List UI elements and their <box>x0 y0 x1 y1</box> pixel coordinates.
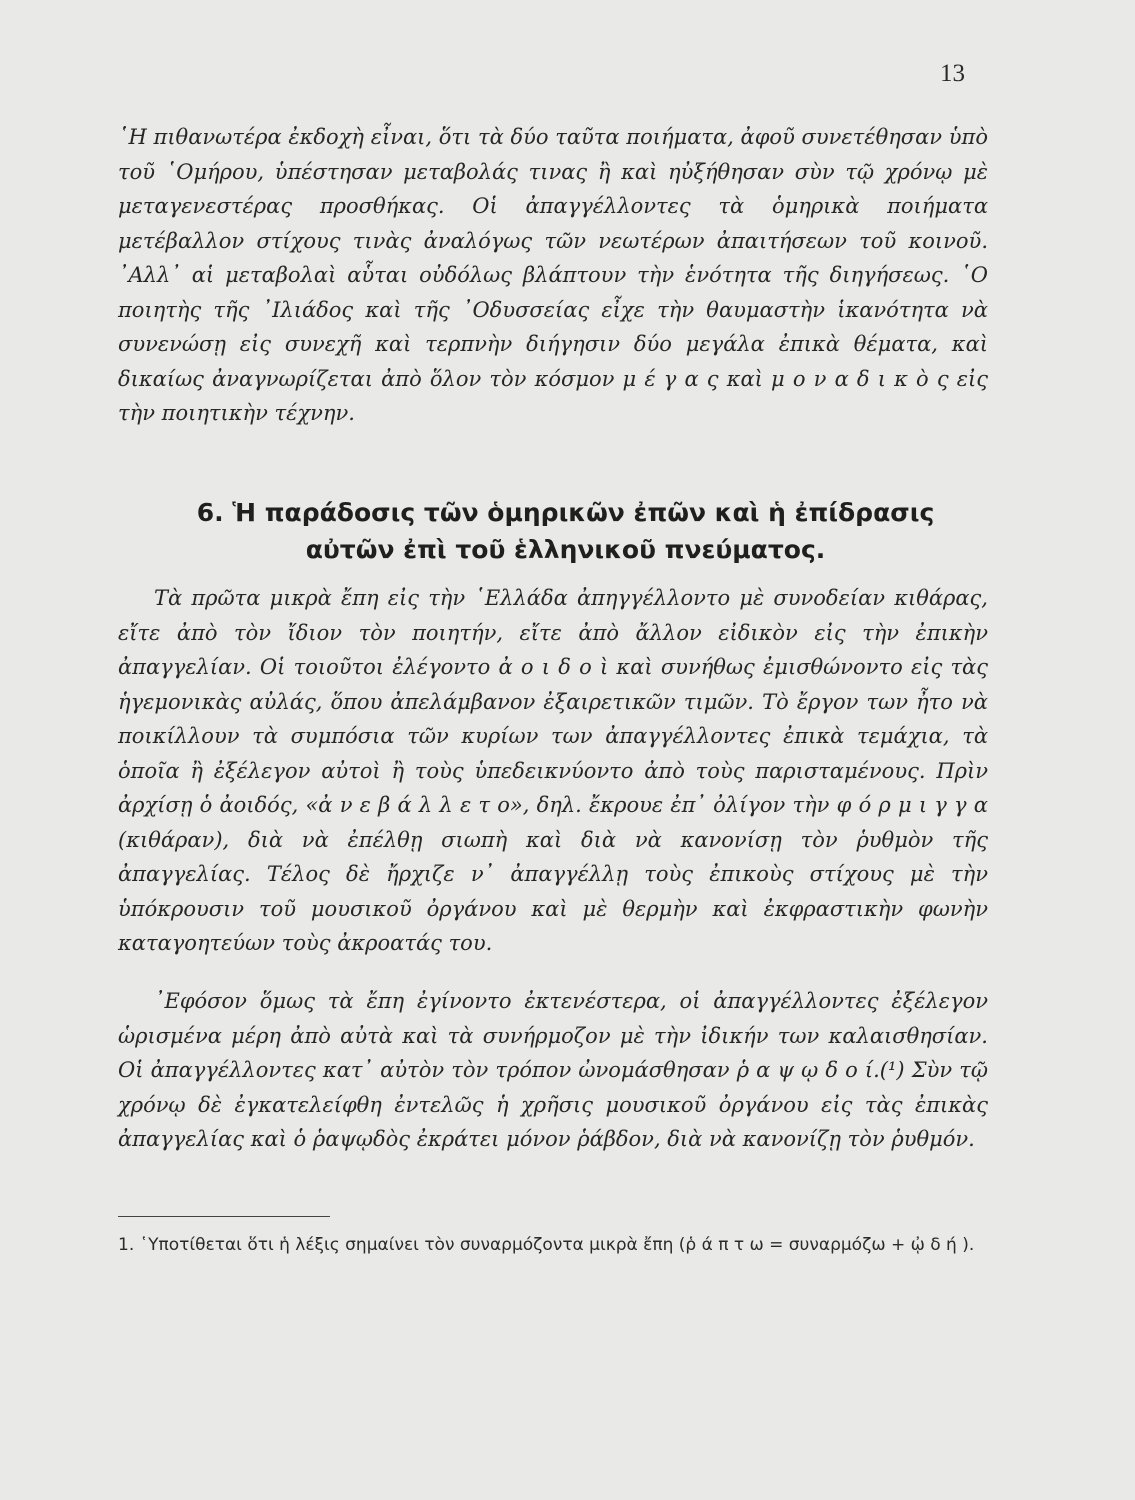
section-paragraph-1: Τὰ πρῶτα μικρὰ ἔπη εἰς τὴν ῾Ελλάδα ἀπηγγέλλοντο μὲ συνοδείαν κιθάρας, εἴτε ἀπὸ τὸν ἴδιον τὸν ποιητήν, εἴτε ἀπὸ ἄλλον εἰδικὸν εἰς τὴν ἐπικὴν ἀπαγγελίαν. Οἱ τοιοῦτοι ἐλέγοντο ἀ ο ι δ ο ὶ καὶ συνήθως ἐμισθώνοντο εἰς τὰς ἡγεμονικὰς αὐλάς, ὅπου ἀπελάμβανον ἐξαιρετικῶν τιμῶν. Τὸ ἔργον των ἦτο νὰ ποικίλλουν τὰ συμπόσια τῶν κυρίων των ἀπαγγέλλοντες ἐπικὰ τεμάχια, τὰ ὁποῖα ἢ ἐξέλεγον αὐτοὶ ἢ τοὺς ὑπεδεικνύοντο ἀπὸ τοὺς παρισταμένους. Πρὶν ἀρχίσῃ ὁ ἀοιδός, «ἀ ν ε β ά λ λ ε τ ο», δηλ. ἔκρουε ἐπ᾿ ὀλίγον τὴν φ ό ρ μ ι γ γ α (κιθάραν), διὰ νὰ ἐπέλθῃ σιωπὴ καὶ διὰ νὰ κανονίσῃ τὸν ῥυθμὸν τῆς ἀπαγγελίας. Τέλος δὲ ἤρχιζε ν᾿ ἀπαγγέλλῃ τοὺς ἐπικοὺς στίχους μὲ τὴν ὑπόκρουσιν τοῦ μουσικοῦ ὀργάνου καὶ μὲ θερμὴν καὶ ἐκφραστικὴν φωνὴν καταγοητεύων τοὺς ἀκροατάς του. <box>118 586 988 955</box>
footnote-divider <box>118 1216 330 1217</box>
section-heading <box>118 494 1013 568</box>
intro-paragraph: ῾Η πιθανωτέρα ἐκδοχὴ εἶναι, ὅτι τὰ δύο ταῦτα ποιήματα, ἀφοῦ συνετέθησαν ὑπὸ τοῦ ῾Ομήρου, ὑπέστησαν μεταβολάς τινας ἢ καὶ ηὐξήθησαν σὺν τῷ χρόνῳ μὲ μεταγενεστέρας προσθήκας. Οἱ ἀπαγγέλλοντες τὰ ὁμηρικὰ ποιήματα μετέβαλλον στίχους τινὰς ἀναλόγως τῶν νεωτέρων ἀπαιτήσεων τοῦ κοινοῦ. ᾿Αλλ᾿ αἱ μεταβολαὶ αὗται οὐδόλως βλάπτουν τὴν ἑνότητα τῆς διηγήσεως. ῾Ο ποιητὴς τῆς ᾿Ιλιάδος καὶ τῆς ᾿Οδυσσείας εἶχε τὴν θαυμαστὴν ἱκανότητα νὰ συνενώσῃ εἰς συνεχῆ καὶ τερπνὴν διήγησιν δύο μεγάλα ἐπικὰ θέματα, καὶ δικαίως ἀναγνωρίζεται ἀπὸ ὅλον τὸν κόσμον μ έ γ α ς καὶ μ ο ν α δ ι κ ὸ ς εἰς τὴν ποιητικὴν τέχνην. <box>118 125 988 425</box>
page-number: 13 <box>940 60 965 87</box>
section-heading-line-2: αὐτῶν ἐπὶ τοῦ ἑλληνικοῦ πνεύματος. <box>305 535 826 564</box>
footnote: 1. ῾Υποτίθεται ὅτι ἡ λέξις σημαίνει τὸν συναρμόζοντα μικρὰ ἔπη (ῥ ά π τ ω = συναρμόζω + ᾠ δ ή ). <box>118 1235 975 1255</box>
section-heading-line-1: 6. Ἡ παράδοσις τῶν ὁμηρικῶν ἐπῶν καὶ ἡ ἐπίδρασις <box>196 498 935 527</box>
section-paragraph-2: ᾿Εφόσον ὅμως τὰ ἔπη ἐγίνοντο ἐκτενέστερα, οἱ ἀπαγγέλλοντες ἐξέλεγον ὡρισμένα μέρη ἀπὸ αὐτὰ καὶ τὰ συνήρμοζον μὲ τὴν ἰδικήν των καλαισθησίαν. Οἱ ἀπαγγέλλοντες κατ᾿ αὐτὸν τὸν τρόπον ὠνομάσθησαν ῥ α ψ ῳ δ ο ί.(¹) Σὺν τῷ χρόνῳ δὲ ἐγκατελείφθη ἐντελῶς ἡ χρῆσις μουσικοῦ ὀργάνου εἰς τὰς ἐπικὰς ἀπαγγελίας καὶ ὁ ῥαψῳδὸς ἐκράτει μόνον ῥάβδον, διὰ νὰ κανονίζῃ τὸν ῥυθμόν. <box>118 989 988 1151</box>
